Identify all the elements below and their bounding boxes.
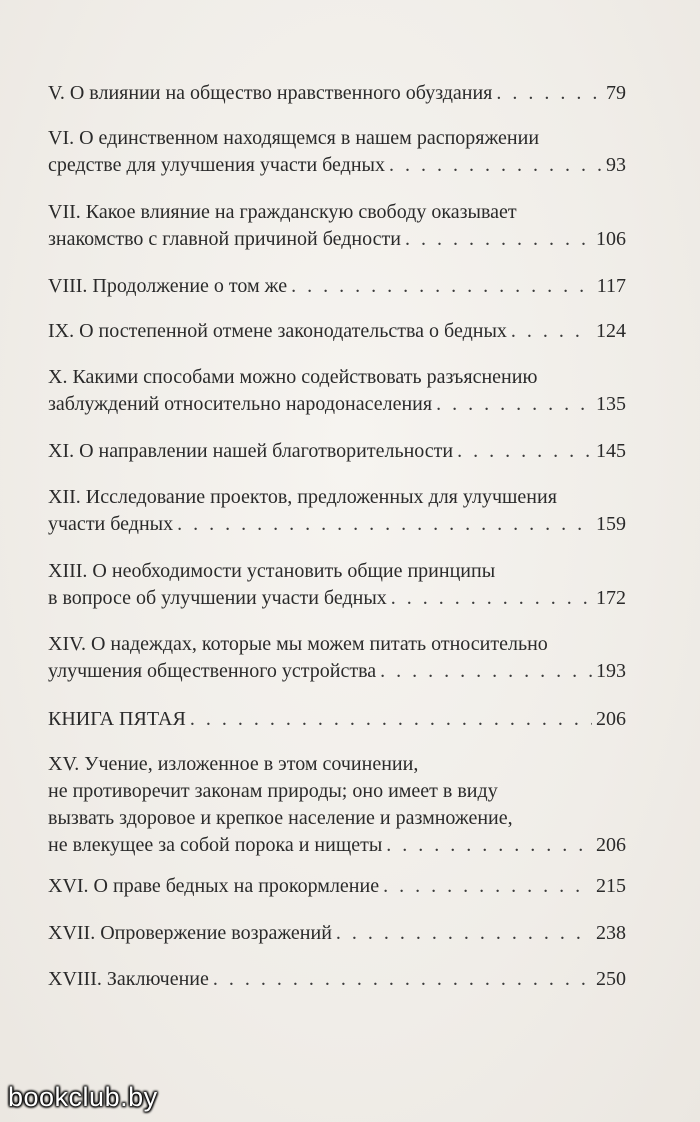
toc-page-number: 93	[606, 154, 626, 176]
toc-entry-title: XVI. О праве бедных на прокормление	[48, 875, 380, 897]
toc-page-number: 159	[596, 513, 626, 535]
toc-entry-title: XIII. О необходимости установить общие принципы	[48, 560, 496, 582]
toc-entry-title: VI. О единственном находящемся в нашем распоряжении	[48, 127, 540, 149]
toc-entry-title: X. Какими способами можно содействовать разъяснению	[48, 366, 538, 388]
toc-page-number: 206	[596, 708, 626, 730]
toc-entry-title: XIV. О надеждах, которые мы можем питать относительно	[48, 633, 548, 655]
toc-leader-dots	[436, 391, 592, 418]
toc-entry-title: V. О влиянии на общество нравственного обуздания	[48, 82, 493, 104]
toc-entry	[48, 125, 626, 179]
toc-leader-dots	[177, 511, 592, 538]
toc-entry-title-cont: не влекущее за собой порока и нищеты	[48, 834, 383, 856]
toc-entry-title-cont: в вопросе об улучшении участи бедных	[48, 587, 387, 609]
toc-entry-last-line	[48, 511, 626, 538]
toc-entry-title: XI. О направлении нашей благотворительности	[48, 440, 454, 462]
toc-entry	[48, 751, 626, 859]
toc-entry-title-cont: средстве для улучшения участи бедных	[48, 154, 385, 176]
toc-entry-last-line	[48, 438, 626, 465]
toc-entry-last-line	[48, 226, 626, 253]
toc-leader-dots	[496, 80, 602, 107]
toc-leader-dots	[386, 832, 592, 859]
toc-entry	[48, 484, 626, 538]
toc-leader-dots	[389, 152, 602, 179]
toc-entry-last-line	[48, 80, 626, 107]
toc-entry	[48, 364, 626, 418]
toc-page-number: 193	[596, 660, 626, 682]
toc-entry-title: XII. Исследование проектов, предложенных для улучшения	[48, 486, 557, 508]
toc-page-number: 172	[596, 587, 626, 609]
toc-page-number: 106	[596, 228, 626, 250]
toc-leader-dots	[291, 273, 593, 300]
toc-entry-title: XVII. Опровержение возражений	[48, 922, 332, 944]
toc-page-number: 124	[596, 320, 626, 342]
toc-entry	[48, 966, 626, 993]
toc-entry-title: XV. Учение, изложенное в этом сочинении,	[48, 753, 419, 775]
toc-entry	[48, 873, 626, 900]
toc-page-number: 238	[596, 922, 626, 944]
toc-entry	[48, 706, 626, 733]
toc-entry-last-line	[48, 318, 626, 345]
toc-leader-dots	[213, 966, 592, 993]
toc-page-number: 215	[596, 875, 626, 897]
toc-leader-dots	[380, 658, 592, 685]
toc-entry-title-cont: знакомство с главной причиной бедности	[48, 228, 401, 250]
toc-entry-title-cont: вызвать здоровое и крепкое население и размножение,	[48, 807, 513, 829]
toc-leader-dots	[190, 706, 592, 733]
toc-entry-title-cont: не противоречит законам природы; оно имеет в виду	[48, 780, 498, 802]
toc-entry-last-line	[48, 832, 626, 859]
toc-entry-title: XVIII. Заключение	[48, 968, 209, 990]
toc-entry	[48, 318, 626, 345]
toc-entry-title: IX. О постепенной отмене законодательства о бедных	[48, 320, 507, 342]
toc-entry-title-cont: заблуждений относительно народонаселения	[48, 393, 433, 415]
toc-leader-dots	[391, 585, 592, 612]
toc-entry-last-line	[48, 391, 626, 418]
toc-entry	[48, 920, 626, 947]
toc-entry-title-cont: улучшения общественного устройства	[48, 660, 377, 682]
toc-page-number: 145	[596, 440, 626, 462]
toc-entry	[48, 438, 626, 465]
toc-page-number: 250	[596, 968, 626, 990]
toc-entry-last-line	[48, 658, 626, 685]
toc-leader-dots	[383, 873, 592, 900]
toc-entry-last-line	[48, 966, 626, 993]
toc-entry-title: VII. Какое влияние на гражданскую свободу оказывает	[48, 201, 517, 223]
toc-part-title: КНИГА ПЯТАЯ	[48, 708, 186, 730]
toc-entry-last-line	[48, 873, 626, 900]
toc-page-number: 206	[596, 834, 626, 856]
toc-page-number: 135	[596, 393, 626, 415]
toc-entry-last-line	[48, 152, 626, 179]
toc-entry-last-line	[48, 706, 626, 733]
toc-entry-last-line	[48, 273, 626, 300]
toc-leader-dots	[405, 226, 592, 253]
toc-entry-last-line	[48, 585, 626, 612]
toc-leader-dots	[511, 318, 592, 345]
toc-entry	[48, 273, 626, 300]
toc-entry-title-cont: участи бедных	[48, 513, 174, 535]
toc-leader-dots	[457, 438, 592, 465]
toc-page-number: 79	[606, 82, 626, 104]
toc-leader-dots	[336, 920, 592, 947]
toc-entry	[48, 199, 626, 253]
toc-entry	[48, 80, 626, 107]
site-watermark: bookclub.by	[8, 1082, 158, 1112]
toc-entry	[48, 558, 626, 612]
toc-entry-last-line	[48, 920, 626, 947]
toc-entry	[48, 631, 626, 685]
toc-entry-title: VIII. Продолжение о том же	[48, 275, 288, 297]
toc-page-number: 117	[596, 275, 626, 297]
